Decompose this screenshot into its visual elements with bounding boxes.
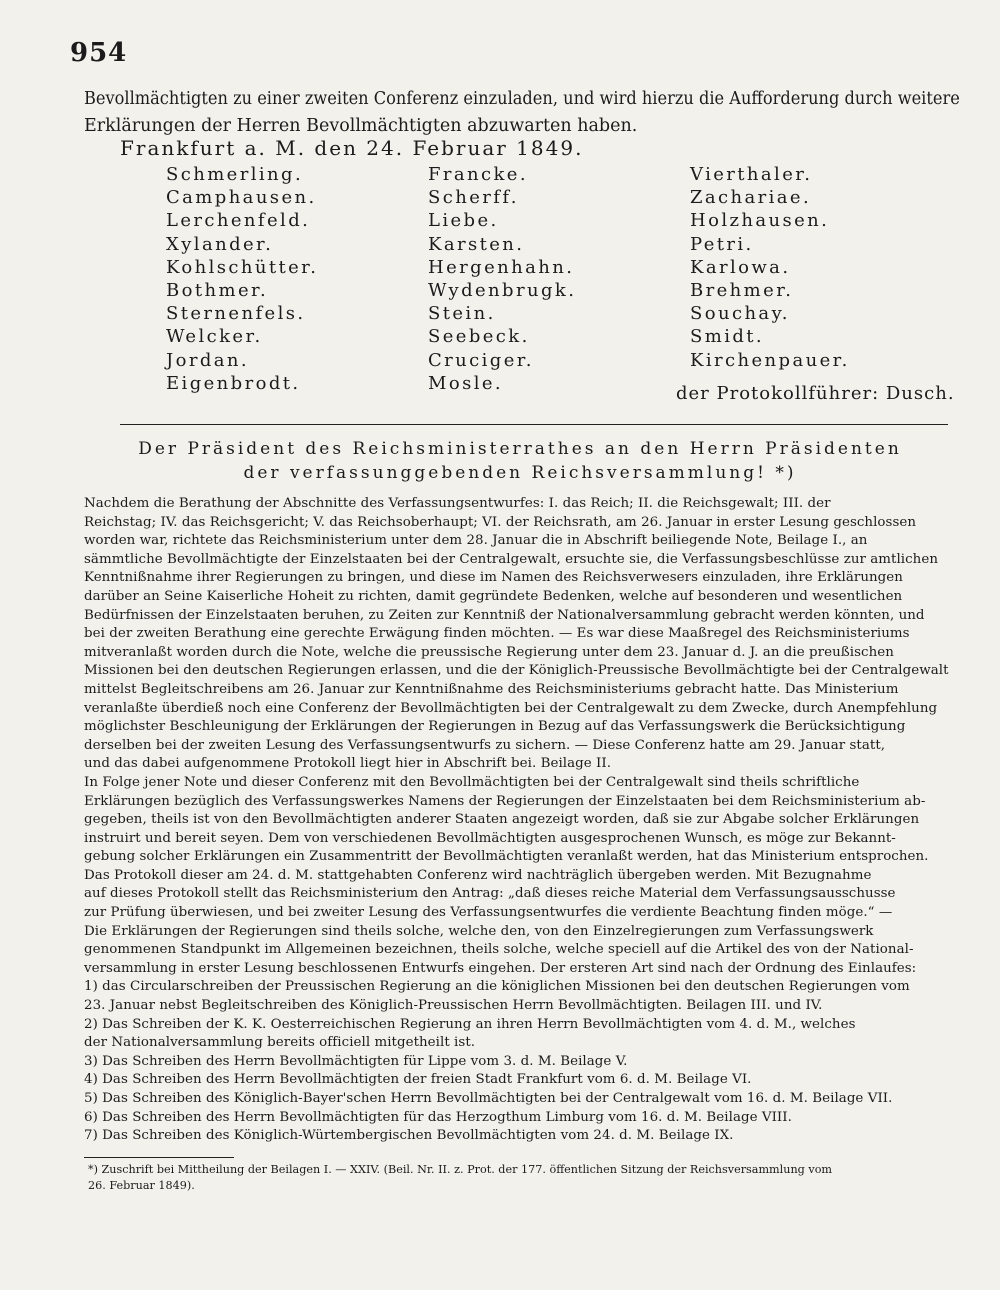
signature-name: Jordan. [166, 349, 250, 371]
signature-name: Stein. [428, 303, 496, 325]
signature-column-3 [690, 163, 850, 372]
body-line: Bedürfnissen der Einzelstaaten beruhen, zu Zeiten zur Kenntniß der Nationalversammlung gebracht werden könnten, und [84, 607, 925, 623]
signature-name: Bothmer. [166, 279, 269, 301]
signature-name: Hergenhahn. [428, 256, 575, 278]
body-line: Die Erklärungen der Regierungen sind theils solche, welche den, von den Einzelregierungen zum Verfassungswerk [84, 923, 874, 939]
signature-name: Liebe. [428, 210, 499, 232]
footnote-line: 26. Februar 1849). [88, 1179, 195, 1192]
signature-name: Mosle. [428, 372, 504, 394]
signature-column-2 [428, 163, 576, 395]
body-line: veranlaßte überdieß noch eine Conferenz der Bevollmächtigten bei der Centralgewalt zu dem Zwecke, durch Anempfehlung [84, 700, 938, 716]
signature-name: Smidt. [690, 326, 765, 348]
body-line: Reichstag; IV. das Reichsgericht; V. das Reichsoberhaupt; VI. der Reichsrath, am 26. Januar in erster Lesung geschlossen [84, 514, 917, 530]
body-line: worden war, richtete das Reichsministerium unter dem 28. Januar die in Abschrift beiliegende Note, Beilage I., an [84, 533, 868, 549]
body-line: Das Protokoll dieser am 24. d. M. stattgehabten Conferenz wird nachträglich übergeben werden. Mit Bezugnahme [84, 867, 872, 883]
signature-name: Zachariae. [690, 187, 812, 209]
body-line: bei der zweiten Berathung eine gerechte Erwägung finden möchten. — Es war diese Maaßregel des Reichsministeriums [84, 626, 910, 642]
date-line: Frankfurt a. M. den 24. Februar 1849. [120, 136, 584, 160]
intro-line: Erklärungen der Herren Bevollmächtigten abzuwarten haben. [84, 116, 638, 136]
body-line: instruirt und bereit seyen. Dem von verschiedenen Bevollmächtigten ausgesprochenen Wunsch, es möge zur Bekannt- [84, 830, 896, 846]
signature-name: Scherff. [428, 187, 519, 209]
signature-name: Eigenbrodt. [166, 372, 301, 394]
footnote-divider [84, 1157, 234, 1158]
signature-name: Karsten. [428, 233, 525, 255]
signature-name: Holzhausen. [690, 210, 830, 232]
body-line: 6) Das Schreiben des Herrn Bevollmächtigten für das Herzogthum Limburg vom 16. d. M. Beilage VIII. [84, 1109, 792, 1125]
page-number: 954 [70, 38, 128, 68]
signature-name: Xylander. [166, 233, 274, 255]
body-line: 2) Das Schreiben der K. K. Oesterreichischen Regierung an ihren Herrn Bevollmächtigten vom 4. d. M., welches [84, 1016, 856, 1032]
body-line: 4) Das Schreiben des Herrn Bevollmächtigten der freien Stadt Frankfurt vom 6. d. M. Beilage VI. [84, 1072, 752, 1088]
signature-name: Brehmer. [690, 279, 794, 301]
body-line: sämmtliche Bevollmächtigte der Einzelstaaten bei der Centralgewalt, ersuchte sie, die Verfassungsbeschlüsse zur amtlichen [84, 551, 938, 567]
body-line: versammlung in erster Lesung beschlossenen Entwurfs eingehen. Der ersteren Art sind nach der Ordnung des Einlaufes: [84, 960, 917, 976]
intro-line: Bevollmächtigten zu einer zweiten Conferenz einzuladen, und wird hierzu die Aufforderung durch weitere [84, 89, 960, 109]
body-line: 5) Das Schreiben des Königlich-Bayer'schen Herrn Bevollmächtigten bei der Centralgewalt vom 16. d. M. Beilage VII. [84, 1091, 893, 1106]
signature-name: Seebeck. [428, 326, 530, 348]
heading-line: der verfassunggebenden Reichsversammlung! *) [243, 463, 797, 483]
body-line: mittelst Begleitschreibens am 26. Januar zur Kenntnißnahme des Reichsministeriums gebracht hatte. Das Ministerium [84, 681, 899, 697]
body-line: mitveranlaßt worden durch die Note, welche die preussische Regierung unter dem 23. Januar d. J. an die preußischen [84, 644, 894, 660]
body-line: 3) Das Schreiben des Herrn Bevollmächtigten für Lippe vom 3. d. M. Beilage V. [84, 1053, 628, 1069]
intro-paragraph [84, 86, 960, 140]
body-line: zur Prüfung überwiesen, und bei zweiter Lesung des Verfassungsentwurfes die verdiente Beachtung finden möge.“ — [84, 905, 893, 921]
signature-name: Schmerling. [166, 164, 304, 185]
signature-name: Sternenfels. [166, 303, 306, 325]
body-line: und das dabei aufgenommene Protokoll liegt hier in Abschrift bei. Beilage II. [84, 756, 612, 772]
body-line: Nachdem die Berathung der Abschnitte des Verfassungsentwurfes: I. das Reich; II. die Reichsgewalt; III. der [84, 496, 831, 511]
signature-name: Kohlschütter. [166, 256, 319, 278]
protocol-keeper-line: der Protokollführer: Dusch. [676, 383, 955, 404]
signature-name: Wydenbrugk. [428, 279, 577, 301]
signature-name: Petri. [690, 233, 754, 255]
footnote [88, 1162, 954, 1194]
body-line: möglichster Beschleunigung der Erklärungen der Regierungen in Bezug auf das Verfassungswerk die Berücksichtigung [84, 719, 906, 735]
body-line: der Nationalversammlung bereits officiell mitgetheilt ist. [84, 1035, 476, 1051]
body-line: Erklärungen bezüglich des Verfassungswerkes Namens der Regierungen der Einzelstaaten bei dem Reichsministerium ab- [84, 793, 926, 809]
body-line: gebung solcher Erklärungen ein Zusammentritt der Bevollmächtigten veranlaßt werden, hat das Ministerium entsprochen. [84, 849, 929, 865]
signature-name: Welcker. [166, 326, 263, 348]
body-line: In Folge jener Note und dieser Conferenz mit den Bevollmächtigten bei der Centralgewalt sind theils schriftliche [84, 774, 860, 790]
body-line: gegeben, theils ist von den Bevollmächtigten anderer Staaten angezeigt worden, daß sie zur Abgabe solcher Erklärungen [84, 812, 920, 828]
signature-name: Souchay. [690, 303, 790, 325]
signature-name: Camphausen. [166, 187, 317, 209]
body-line: auf dieses Protokoll stellt das Reichsministerium den Antrag: „daß dieses reiche Material dem Verfassungsausschusse [84, 886, 896, 902]
section-heading [100, 437, 940, 485]
signature-name: Vierthaler. [690, 164, 813, 185]
body-line: derselben bei der zweiten Lesung des Verfassungsentwurfs zu sichern. — Diese Conferenz hatte am 29. Januar statt, [84, 737, 886, 753]
body-line: genommenen Standpunkt im Allgemeinen bezeichnen, theils solche, welche speciell auf die Artikel des von der National- [84, 942, 914, 958]
body-line: Missionen bei den deutschen Regierungen erlassen, und die der Königlich-Preussische Bevollmächtigte bei der Centralgewalt [84, 663, 949, 679]
body-line: 7) Das Schreiben des Königlich-Würtembergischen Bevollmächtigten vom 24. d. M. Beilage IX. [84, 1128, 734, 1144]
signature-name: Francke. [428, 164, 528, 185]
signature-name: Lerchenfeld. [166, 210, 311, 232]
body-line: 1) das Circularschreiben der Preussischen Regierung an die königlichen Missionen bei den deutschen Regierungen vom [84, 979, 910, 995]
signature-column-1 [166, 163, 318, 395]
signature-name: Karlowa. [690, 256, 791, 278]
body-line: Kenntnißnahme ihrer Regierungen zu bringen, und diese im Namen des Reichsverwesers einzuladen, ihre Erklärungen [84, 570, 903, 586]
heading-line: Der Präsident des Reichsministerrathes an den Herrn Präsidenten [138, 439, 902, 459]
body-line: 23. Januar nebst Begleitschreiben des Königlich-Preussischen Herrn Bevollmächtigten. Beilagen III. und IV. [84, 998, 823, 1014]
signature-name: Kirchenpauer. [690, 349, 850, 371]
body-line: darüber an Seine Kaiserliche Hoheit zu richten, damit gegründete Bedenken, welche auf besonderen und wesentlichen [84, 588, 903, 604]
footnote-line: *) Zuschrift bei Mittheilung der Beilagen I. — XXIV. (Beil. Nr. II. z. Prot. der 177. öffentlichen Sitzung der Reichsversammlung vom [88, 1163, 833, 1176]
section-divider [120, 424, 948, 425]
body-text [84, 495, 956, 1146]
signature-name: Cruciger. [428, 349, 534, 371]
